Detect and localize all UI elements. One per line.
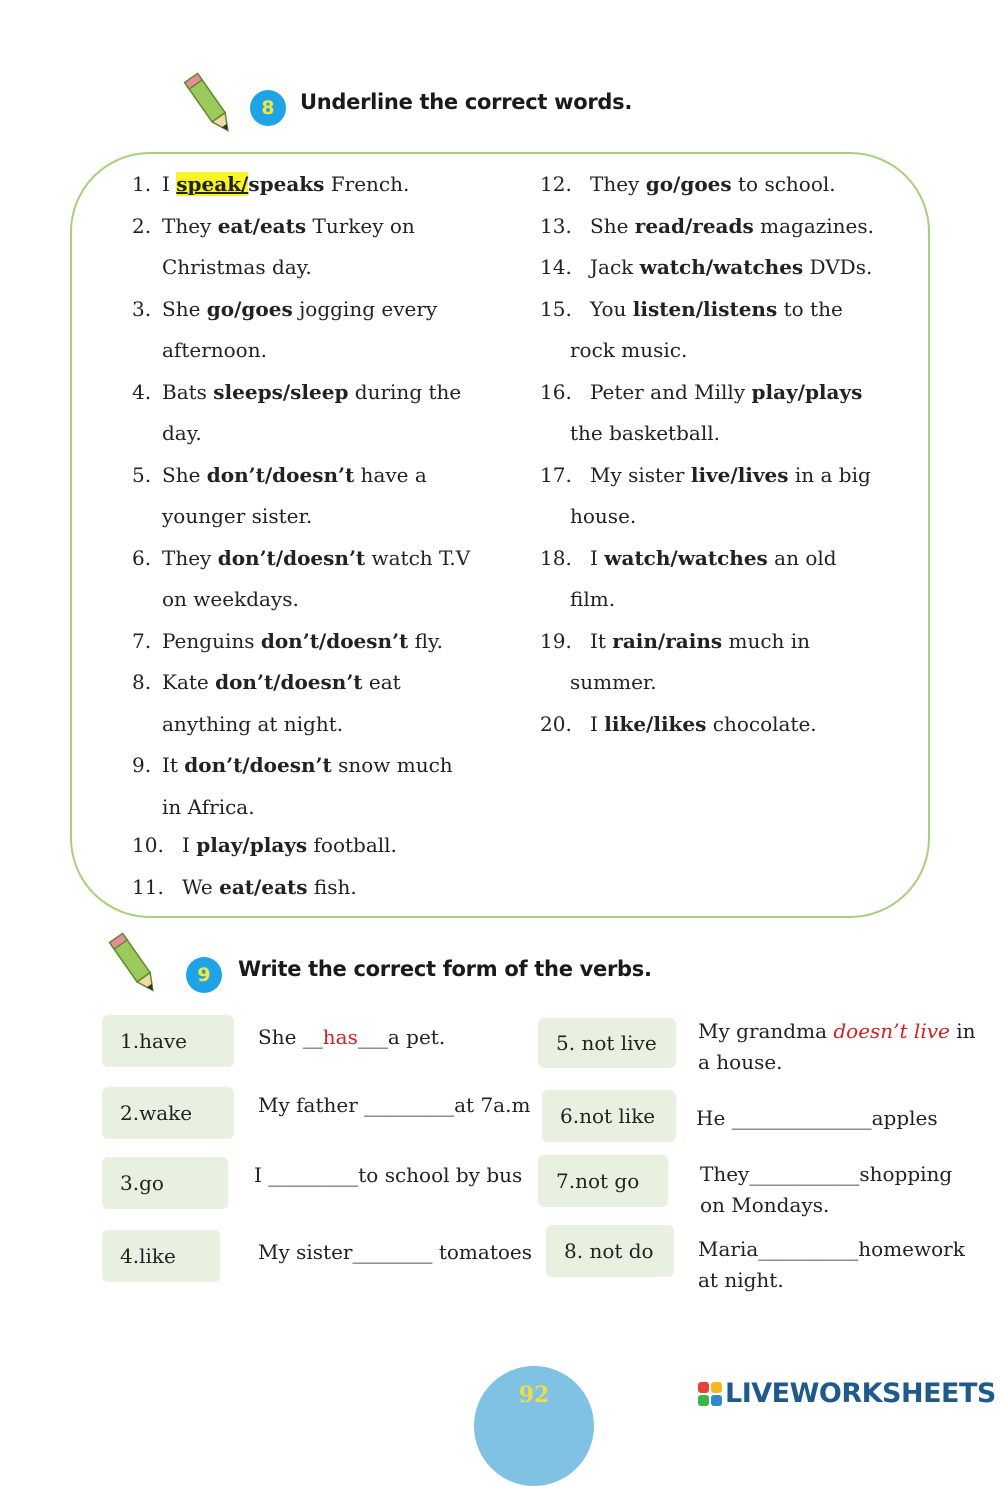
item-number: 18. xyxy=(540,545,572,570)
answer-blank[interactable]: My father _________at 7a.m xyxy=(258,1093,531,1117)
exercise-number-badge: 8 xyxy=(250,90,286,126)
answer-blank[interactable]: I _________to school by bus xyxy=(254,1163,523,1187)
sentence-text: snow much xyxy=(331,753,453,777)
item-number: 3. xyxy=(132,296,152,321)
sentence-continuation: anything at night. xyxy=(162,711,344,736)
sentence-text: She xyxy=(162,462,207,487)
exercise-item xyxy=(540,164,836,205)
answer-blank[interactable]: Maria__________homework xyxy=(698,1237,965,1261)
sentence-text: magazines. xyxy=(753,213,875,238)
sentence-continuation: day. xyxy=(162,421,202,445)
sentence-continuation: the basketball. xyxy=(570,421,720,445)
fill-in-sentence xyxy=(254,1160,522,1191)
liveworksheets-logo xyxy=(698,1378,996,1409)
sentence-continuation: film. xyxy=(570,587,616,611)
item-number: 17. xyxy=(540,462,572,487)
word-choice[interactable]: speaks xyxy=(248,172,325,196)
item-number: 4. xyxy=(132,379,152,404)
verb-label: 6.not like xyxy=(560,1104,656,1128)
pencil-icon xyxy=(180,70,240,140)
exercise-item xyxy=(540,455,871,496)
sentence-text: Turkey on xyxy=(306,213,415,238)
sentence-text: You xyxy=(590,296,633,321)
verb-label: 7.not go xyxy=(556,1169,640,1193)
sentence-text: It xyxy=(590,628,613,653)
sentence-continuation: summer. xyxy=(570,670,657,694)
verb-box xyxy=(538,1155,668,1207)
sentence-continuation: house. xyxy=(570,504,637,528)
sentence-continuation: afternoon. xyxy=(162,338,267,362)
logo-square xyxy=(698,1382,709,1393)
verb-label: 3.go xyxy=(120,1171,164,1195)
word-choice[interactable]: sleeps/sleep xyxy=(213,379,349,404)
sentence-text: Bats xyxy=(162,379,214,404)
verb-box xyxy=(538,1018,676,1068)
sentence-text: I xyxy=(590,545,605,570)
word-choice[interactable]: go/goes xyxy=(645,172,732,196)
sentence-text: watch T.V xyxy=(365,545,471,570)
exercise-item xyxy=(132,164,409,205)
item-number: 10. xyxy=(132,833,164,857)
sentence-continuation: in Africa. xyxy=(162,794,255,819)
sentence-text: They xyxy=(162,213,218,238)
exercise-item xyxy=(132,206,415,247)
word-choice[interactable]: listen/listens xyxy=(632,296,778,321)
exercise-item xyxy=(540,372,862,413)
verb-label: 8. not do xyxy=(564,1239,654,1263)
word-choice[interactable]: live/lives xyxy=(690,462,789,487)
fill-in-sentence xyxy=(700,1159,952,1221)
sentence-text: It xyxy=(162,753,185,777)
logo-square xyxy=(698,1395,709,1406)
exercise-item xyxy=(132,538,470,579)
exercise-item xyxy=(132,621,443,662)
word-choice[interactable]: don’t/doesn’t xyxy=(206,462,355,487)
sentence-text: much in xyxy=(722,628,811,653)
sentence-text: fly. xyxy=(408,628,443,653)
sentence-text: eat xyxy=(362,670,401,694)
item-number: 2. xyxy=(132,213,152,238)
fill-in-sentence xyxy=(258,1022,445,1053)
item-number: 6. xyxy=(132,545,152,570)
sentence-text: Kate xyxy=(162,670,216,694)
sentence-text: fish. xyxy=(307,874,357,899)
sentence-text: DVDs. xyxy=(803,255,873,279)
verb-box xyxy=(542,1090,676,1142)
sentence-continuation: on weekdays. xyxy=(162,587,299,611)
fill-in-sentence xyxy=(698,1016,976,1078)
answer-blank[interactable]: My sister________ tomatoes xyxy=(258,1240,532,1264)
sentence-continuation: at night. xyxy=(698,1268,784,1292)
exercise-item xyxy=(540,247,872,288)
pencil-icon xyxy=(105,930,165,1000)
sentence-text: in xyxy=(949,1019,976,1043)
sentence-text: chocolate. xyxy=(706,711,817,736)
exercise-item xyxy=(540,289,843,330)
item-number: 20. xyxy=(540,711,572,736)
sentence-text: She xyxy=(162,296,207,321)
verb-label: 2.wake xyxy=(120,1101,193,1125)
exercise-title: Underline the correct words. xyxy=(300,90,632,114)
verb-box xyxy=(102,1087,234,1139)
exercise-item xyxy=(132,455,427,496)
sentence-text: to school. xyxy=(731,172,836,196)
fill-in-sentence xyxy=(696,1103,938,1134)
exercise-title: Write the correct form of the verbs. xyxy=(238,957,652,981)
item-number: 9. xyxy=(132,753,152,777)
item-number: 7. xyxy=(132,628,152,653)
sentence-text: They xyxy=(590,172,646,196)
sentence-text: Penguins xyxy=(162,628,261,653)
word-choice[interactable]: rain/rains xyxy=(612,628,723,653)
word-choice[interactable]: play/plays xyxy=(751,379,863,404)
exercise-item xyxy=(132,372,461,413)
fill-in-sentence xyxy=(258,1090,530,1121)
logo-square xyxy=(711,1395,722,1406)
exercise-item xyxy=(132,867,357,908)
word-choice[interactable]: watch/watches xyxy=(639,255,804,279)
exercise-item xyxy=(132,289,437,330)
exercise-item xyxy=(540,538,837,579)
sentence-text: They xyxy=(162,545,218,570)
verb-box xyxy=(102,1157,228,1209)
sentence-text: My grandma xyxy=(698,1019,834,1043)
sentence-text: We xyxy=(182,874,220,899)
sentence-text: to the xyxy=(777,296,843,321)
item-number: 1. xyxy=(132,172,152,196)
item-number: 12. xyxy=(540,172,572,196)
verb-label: 4.like xyxy=(120,1244,176,1268)
page-number: 92 xyxy=(518,1382,550,1408)
word-choice[interactable]: like/likes xyxy=(604,711,707,736)
sentence-text: I xyxy=(162,172,177,196)
sentence-text: She xyxy=(590,213,635,238)
sentence-text: My sister xyxy=(590,462,691,487)
word-choice[interactable]: watch/watches xyxy=(604,545,768,570)
underlined-answer[interactable]: speak/ xyxy=(176,172,249,196)
word-choice[interactable]: don’t/doesn’t xyxy=(260,628,409,653)
exercise-item xyxy=(540,621,810,662)
sentence-text: have a xyxy=(354,462,427,487)
sentence-text: ___a pet. xyxy=(357,1025,446,1049)
item-number: 16. xyxy=(540,379,572,404)
sentence-continuation: rock music. xyxy=(570,338,688,362)
word-choice[interactable]: play/plays xyxy=(196,833,308,857)
word-choice[interactable]: eat/eats xyxy=(217,213,307,238)
sentence-text: Jack xyxy=(590,255,640,279)
sentence-continuation: a house. xyxy=(698,1050,783,1074)
sentence-text: She __ xyxy=(258,1025,323,1049)
exercise-item xyxy=(540,704,817,745)
exercise-number-badge: 9 xyxy=(186,957,222,993)
verb-label: 1.have xyxy=(120,1029,188,1053)
exercise-item xyxy=(132,745,453,786)
fill-in-sentence xyxy=(698,1234,965,1296)
item-number: 14. xyxy=(540,255,572,279)
sentence-text: in a big xyxy=(788,462,871,487)
fill-in-sentence xyxy=(258,1237,532,1268)
sentence-text: jogging every xyxy=(292,296,438,321)
verb-box xyxy=(102,1015,234,1067)
answer-blank[interactable]: They___________shopping xyxy=(700,1162,953,1186)
logo-icon xyxy=(698,1382,722,1406)
sentence-continuation: younger sister. xyxy=(162,504,313,528)
answer-blank[interactable]: He ______________apples xyxy=(696,1106,938,1130)
verb-label: 5. not live xyxy=(556,1031,657,1055)
sentence-text: Peter and Milly xyxy=(590,379,752,404)
sentence-text: football. xyxy=(307,833,397,857)
word-choice[interactable]: don’t/doesn’t xyxy=(215,670,363,694)
sentence-text: I xyxy=(182,833,197,857)
sentence-text: French. xyxy=(324,172,410,196)
item-number: 19. xyxy=(540,628,572,653)
logo-text: LIVEWORKSHEETS xyxy=(725,1378,996,1409)
sentence-text: I xyxy=(590,711,605,736)
sentence-continuation: Christmas day. xyxy=(162,255,312,279)
exercise-item xyxy=(132,662,401,703)
verb-box xyxy=(546,1225,674,1277)
word-choice[interactable]: go/goes xyxy=(206,296,293,321)
logo-square xyxy=(711,1382,722,1393)
sentence-text: during the xyxy=(348,379,462,404)
item-number: 13. xyxy=(540,213,572,238)
word-choice[interactable]: don’t/doesn’t xyxy=(217,545,366,570)
sentence-continuation: on Mondays. xyxy=(700,1193,830,1217)
exercise-item xyxy=(132,825,397,866)
word-choice[interactable]: eat/eats xyxy=(219,874,308,899)
item-number: 5. xyxy=(132,462,152,487)
word-choice[interactable]: don’t/doesn’t xyxy=(184,753,332,777)
answer-input[interactable]: doesn’t live xyxy=(833,1019,950,1043)
word-choice[interactable]: read/reads xyxy=(634,213,754,238)
verb-box xyxy=(102,1230,220,1282)
exercise-item xyxy=(540,206,874,247)
item-number: 11. xyxy=(132,874,164,899)
sentence-text: an old xyxy=(767,545,837,570)
item-number: 15. xyxy=(540,296,572,321)
item-number: 8. xyxy=(132,670,152,694)
answer-input[interactable]: has xyxy=(322,1025,358,1049)
